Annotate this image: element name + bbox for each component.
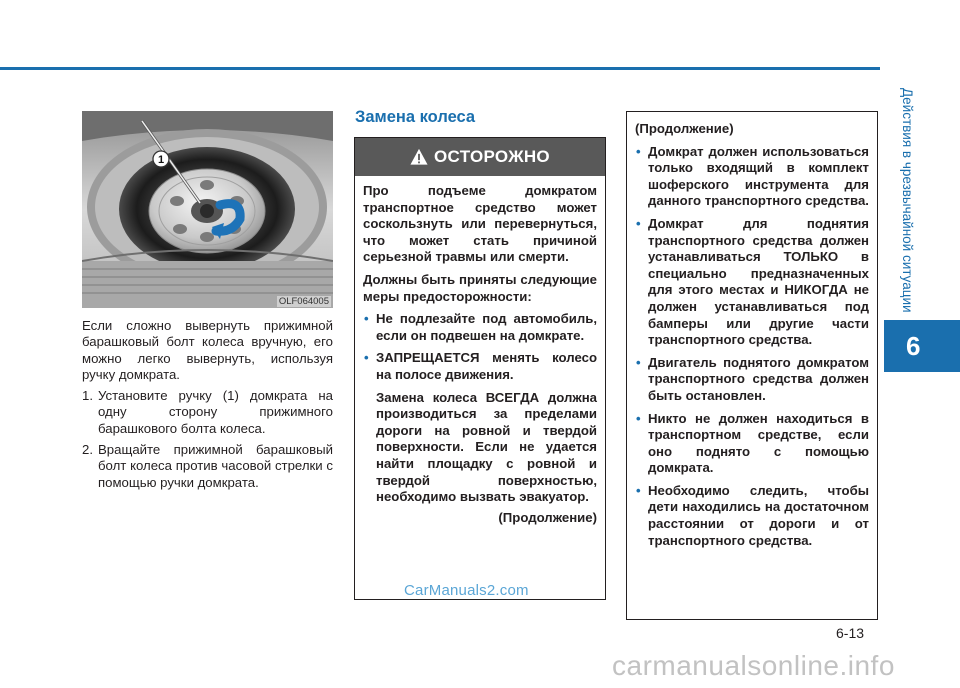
- bullet-dot: •: [636, 215, 641, 231]
- watermark-link[interactable]: CarManuals2.com: [404, 582, 529, 599]
- warning-bullet-text: Домкрат для поднятия транспортного средства должен устанавливаться ТОЛЬКО в специально предназначенных для этого местах и НИКОГДА не должен устанавливаться под бамперы или другие части транспортного средства.: [648, 215, 869, 348]
- spare-tire-drawing: [82, 111, 333, 308]
- left-column: [82, 318, 333, 491]
- figure-code: OLF064005: [278, 296, 329, 307]
- bullet-dot: •: [636, 410, 641, 426]
- warning-bullet: [635, 411, 869, 477]
- warning-box: [354, 137, 606, 600]
- warning-paragraph: Должны быть приняты следующие меры предосторожности:: [363, 271, 597, 304]
- warning-bullet-text: Никто не должен находиться в транспортном средстве, если оно поднято с помощью домкрата.: [648, 410, 869, 476]
- warning-bullet: [635, 483, 869, 549]
- step-text: Установите ручку (1) домкрата на одну сторону прижимного барашкового болта колеса.: [98, 388, 333, 436]
- bullet-dot: •: [636, 143, 641, 159]
- warning-body: [355, 176, 605, 526]
- bullet-dot: •: [364, 311, 369, 327]
- bullet-dot: •: [636, 354, 641, 370]
- bullet-dot: •: [636, 482, 641, 498]
- warning-triangle-icon: [410, 148, 428, 166]
- warning-bullet: [635, 216, 869, 349]
- intro-paragraph: Если сложно вывернуть прижимной барашковый болт колеса вручную, его можно легко вывернуть, используя ручку домкрата.: [82, 318, 333, 382]
- bullet-dot: •: [364, 350, 369, 366]
- continued-note: (Продолжение): [498, 509, 597, 525]
- section-heading: Замена колеса: [355, 108, 476, 126]
- step-text: Вращайте прижимной барашковый болт колеса против часовой стрелки с помощью ручки домкрата.: [98, 442, 333, 490]
- step-number: 1.: [82, 388, 93, 404]
- warning-bullet: [635, 355, 869, 405]
- chapter-side-title: Действия в чрезвычайной ситуации: [900, 88, 915, 313]
- header-rule: [0, 67, 880, 70]
- warning-bullet: [635, 144, 869, 210]
- warning-bullet-text: Домкрат должен использоваться только входящий в комплект шоферского инструмента для данного транспортного средства.: [648, 143, 869, 209]
- warning-bullet: [363, 350, 597, 383]
- step-number: 2.: [82, 442, 93, 458]
- continued-warning-box: [626, 111, 878, 620]
- step-item: [82, 442, 333, 491]
- warning-title: ОСТОРОЖНО: [434, 147, 550, 166]
- step-item: [82, 388, 333, 437]
- warning-paragraph: Про подъеме домкратом транспортное средство может соскользнуть или перевернуться, что может стать причиной серьезной травмы или смерти.: [363, 183, 597, 265]
- figure-callout: 1: [157, 154, 165, 166]
- warning-bullet-text: Не подлезайте под автомобиль, если он подвешен на домкрате.: [376, 311, 597, 343]
- chapter-tab: 6: [884, 320, 960, 372]
- warning-bullet-text: ЗАПРЕЩАЕТСЯ менять колесо на полосе движения.: [376, 350, 597, 382]
- spare-tire-illustration: [82, 111, 333, 308]
- warning-bullet: [363, 311, 597, 344]
- warning-bullet-text: Двигатель поднятого домкратом транспортного средства должен быть остановлен.: [648, 354, 869, 403]
- watermark-footer: carmanualsonline.info: [612, 650, 895, 681]
- warning-sub-paragraph: Замена колеса ВСЕГДА должна производиться за пределами дороги на ровной и твердой поверхности. Если не удается найти площадку с ровной и твердой поверхностью, необходимо вызвать эвакуатор.: [376, 389, 597, 505]
- warning-header: [355, 138, 605, 176]
- page-number: 6-13: [836, 625, 865, 641]
- warning-bullet-text: Необходимо следить, чтобы дети находились на достаточном расстоянии от дороги и от транспортного средства.: [648, 482, 869, 548]
- continued-warning-body: [627, 112, 877, 549]
- continued-heading: (Продолжение): [635, 121, 734, 136]
